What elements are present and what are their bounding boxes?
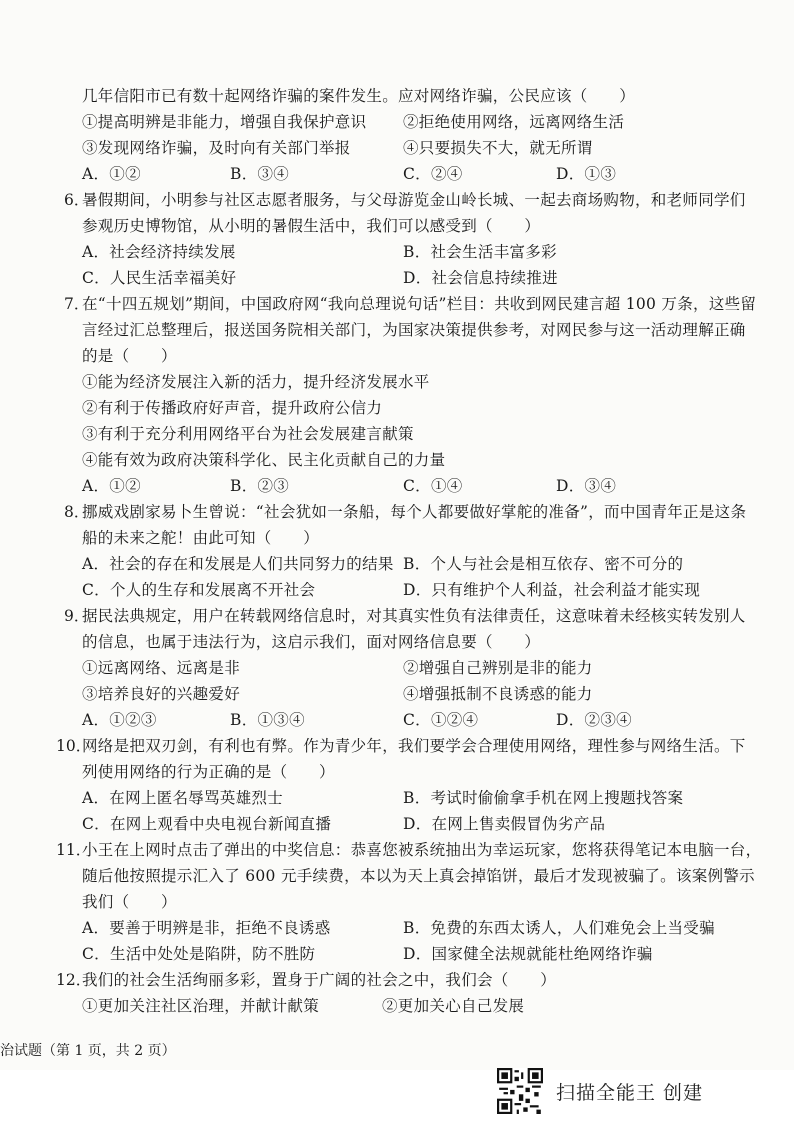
page-footer: 治试题（第 1 页，共 2 页） <box>0 1043 176 1059</box>
q12-stem-1: 我们的社会生活绚丽多彩，置身于广阔的社会之中，我们会（ ） <box>82 971 557 989</box>
q11-choice-b: B．免费的东西太诱人，人们难免会上当受骗 <box>403 919 715 937</box>
q5-choice-a: A．①② <box>82 165 141 183</box>
q8-stem-2: 船的未来之舵！由此可知（ ） <box>82 529 320 547</box>
qr-code-icon <box>497 1068 543 1114</box>
q11-stem-2: 随后他按照提示汇入了 600 元手续费，本以为天上真会掉馅饼，最后才发现被骗了。该案例警示 <box>82 867 755 885</box>
q9-choice-d: D．②③④ <box>556 711 632 729</box>
q6-choice-d: D．社会信息持续推进 <box>403 269 558 287</box>
q8-stem-1: 挪威戏剧家易卜生曾说：“社会犹如一条船，每个人都要做好掌舵的准备”，而中国青年正是这条 <box>82 503 747 521</box>
q11-stem-3: 我们（ ） <box>82 893 177 911</box>
q7-stem-1: 在“十四五规划”期间，中国政府网“我向总理说句话”栏目：共收到网民建言超 100 万条，这些留 <box>82 295 757 313</box>
q8-choice-c: C．个人的生存和发展离不开社会 <box>82 581 316 599</box>
q9-option-3: ③培养良好的兴趣爱好 <box>82 685 241 703</box>
q5-choice-d: D．①③ <box>556 165 617 183</box>
q11-number: 11． <box>56 841 92 859</box>
q10-choice-a: A．在网上匿名辱骂英雄烈士 <box>82 789 284 807</box>
q7-choice-d: D．③④ <box>556 477 617 495</box>
q5-choice-c: C．②④ <box>403 165 463 183</box>
q9-number: 9． <box>64 607 90 625</box>
q6-choice-b: B．社会生活丰富多彩 <box>403 243 557 261</box>
q9-stem-1: 据民法典规定，用户在转载网络信息时，对其真实性负有法律责任，这意味着未经核实转发别人 <box>82 607 746 625</box>
q12-number: 12． <box>56 971 92 989</box>
q7-choice-a: A．①② <box>82 477 141 495</box>
q8-choice-b: B．个人与社会是相互依存、密不可分的 <box>403 555 684 573</box>
q7-choice-c: C．①④ <box>403 477 463 495</box>
q7-option-2: ②有利于传播政府好声音，提升政府公信力 <box>82 399 383 417</box>
q5-option-4: ④只要损失不大，就无所谓 <box>403 139 593 157</box>
q9-choice-c: C．①②④ <box>403 711 479 729</box>
q5-option-1: ①提高明辨是非能力，增强自我保护意识 <box>82 113 367 131</box>
q11-choice-d: D．国家健全法规就能杜绝网络诈骗 <box>403 945 653 963</box>
q7-stem-2: 言经过汇总整理后，报送国务院相关部门，为国家决策提供参考，对网民参与这一活动理解正确 <box>82 321 746 339</box>
q11-stem-1: 小王在上网时点击了弹出的中奖信息：恭喜您被系统抽出为幸运玩家，您将获得笔记本电脑一台， <box>82 841 762 859</box>
q5-stem: 几年信阳市已有数十起网络诈骗的案件发生。应对网络诈骗，公民应该（ ） <box>82 87 636 105</box>
q5-option-2: ②拒绝使用网络，远离网络生活 <box>403 113 625 131</box>
q7-option-1: ①能为经济发展注入新的活力，提升经济发展水平 <box>82 373 430 391</box>
q7-number: 7． <box>64 295 90 313</box>
q12-option-2: ②更加关心自己发展 <box>382 997 525 1015</box>
q8-choice-d: D．只有维护个人利益，社会利益才能实现 <box>403 581 701 599</box>
q10-stem-1: 网络是把双刃剑，有利也有弊。作为青少年，我们要学会合理使用网络，理性参与网络生活。下 <box>82 737 746 755</box>
q5-choice-b: B．③④ <box>230 165 290 183</box>
scanner-watermark: 扫描全能王 创建 <box>556 1082 704 1104</box>
q11-choice-c: C．生活中处处是陷阱，防不胜防 <box>82 945 316 963</box>
q9-option-1: ①远离网络、远离是非 <box>82 659 241 677</box>
q10-number: 10． <box>56 737 92 755</box>
q11-choice-a: A．要善于明辨是非，拒绝不良诱惑 <box>82 919 331 937</box>
q9-option-4: ④增强抵制不良诱惑的能力 <box>403 685 593 703</box>
q8-number: 8． <box>64 503 90 521</box>
q9-stem-2: 的信息，也属于违法行为，这启示我们，面对网络信息要（ ） <box>82 633 541 651</box>
q10-choice-b: B．考试时偷偷拿手机在网上搜题找答案 <box>403 789 684 807</box>
q10-stem-2: 列使用网络的行为正确的是（ ） <box>82 763 335 781</box>
q12-option-1: ①更加关注社区治理，并献计献策 <box>82 997 320 1015</box>
q6-number: 6． <box>64 191 90 209</box>
q7-option-4: ④能有效为政府决策科学化、民主化贡献自己的力量 <box>82 451 446 469</box>
q10-choice-c: C．在网上观看中央电视台新闻直播 <box>82 815 332 833</box>
q9-choice-a: A．①②③ <box>82 711 157 729</box>
q7-choice-b: B．②③ <box>230 477 290 495</box>
q7-option-3: ③有利于充分利用网络平台为社会发展建言献策 <box>82 425 414 443</box>
q9-choice-b: B．①③④ <box>230 711 305 729</box>
q9-option-2: ②增强自己辨别是非的能力 <box>403 659 593 677</box>
q8-choice-a: A．社会的存在和发展是人们共同努力的结果 <box>82 555 394 573</box>
q7-stem-3: 的是（ ） <box>82 347 177 365</box>
q6-choice-c: C．人民生活幸福美好 <box>82 269 237 287</box>
q10-choice-d: D．在网上售卖假冒伪劣产品 <box>403 815 606 833</box>
q6-choice-a: A．社会经济持续发展 <box>82 243 236 261</box>
q5-option-3: ③发现网络诈骗，及时向有关部门举报 <box>82 139 351 157</box>
q6-stem-2: 参观历史博物馆，从小明的暑假生活中，我们可以感受到（ ） <box>82 217 541 235</box>
q6-stem-1: 暑假期间，小明参与社区志愿者服务，与父母游览金山岭长城、一起去商场购物，和老师同学们 <box>82 191 746 209</box>
